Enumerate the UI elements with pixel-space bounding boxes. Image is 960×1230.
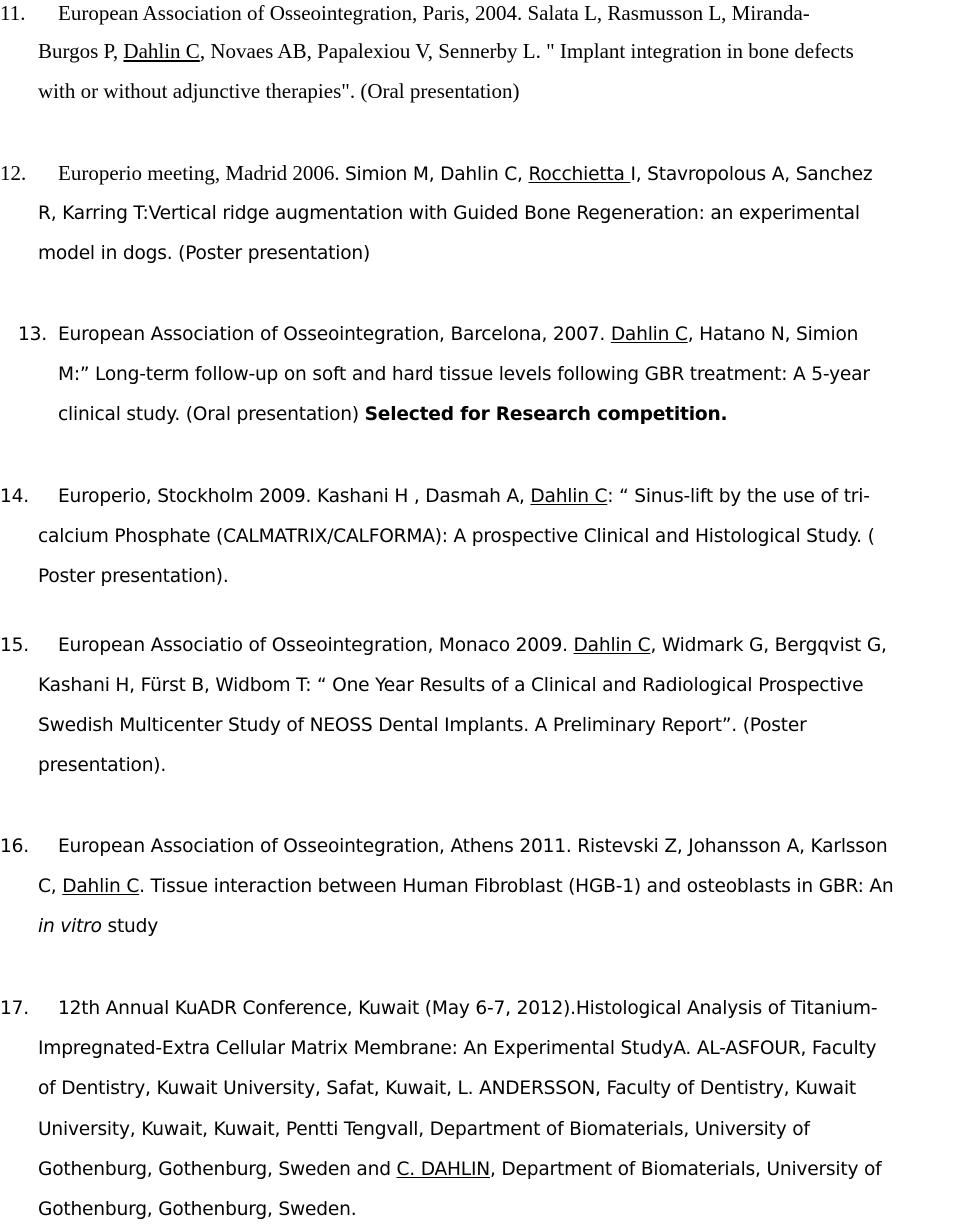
entry-number: 15. bbox=[0, 635, 29, 656]
entry-number: 14. bbox=[0, 486, 29, 507]
entry-line bbox=[58, 996, 877, 1022]
entry-line bbox=[38, 524, 875, 550]
entry-line bbox=[38, 1117, 810, 1143]
text-run: European Association of Osseointegration, Paris, 2004. Salata L, Rasmusson L, Miranda- bbox=[58, 1, 810, 25]
text-run: Europerio meeting, Madrid 2006. bbox=[58, 161, 345, 185]
entry-line bbox=[58, 0, 810, 26]
text-run: Simion M, Dahlin C, bbox=[344, 164, 529, 185]
entry-line bbox=[38, 241, 370, 267]
text-run: European Association of Osseointegration, Athens 2011. Ristevski Z, Johansson A, Karlsson bbox=[58, 836, 888, 857]
entry-number: 11. bbox=[0, 1, 26, 25]
entry-number: 16. bbox=[0, 836, 29, 857]
text-run: Impregnated-Extra Cellular Matrix Membrane: An Experimental StudyA. AL-ASFOUR, Faculty bbox=[38, 1038, 877, 1059]
text-run: : “ Sinus-lift by the use of tri- bbox=[607, 486, 870, 507]
entry-line bbox=[58, 834, 888, 860]
author-highlight: C. DAHLIN bbox=[396, 1159, 490, 1180]
entry-line bbox=[38, 1036, 876, 1062]
text-run: C, bbox=[38, 876, 63, 897]
entry-line bbox=[38, 673, 863, 699]
author-highlight: Dahlin C bbox=[610, 324, 688, 345]
entry-line bbox=[38, 78, 520, 104]
entry-line bbox=[38, 38, 854, 64]
text-run: , Novaes AB, Papalexiou V, Sennerby L. " Implant integration in bone defects bbox=[199, 39, 854, 63]
text-run: , Department of Biomaterials, University of bbox=[489, 1159, 882, 1180]
entry-line bbox=[58, 362, 870, 388]
text-run: Gothenburg, Gothenburg, Sweden and bbox=[38, 1159, 397, 1180]
text-run: study bbox=[101, 916, 159, 937]
entry-line bbox=[58, 633, 887, 659]
text-run: presentation). bbox=[38, 755, 167, 776]
text-run: . Tissue interaction between Human Fibroblast (HGB-1) and osteoblasts in GBR: An bbox=[139, 876, 894, 897]
author-highlight: Rocchietta bbox=[528, 164, 631, 185]
text-run: model in dogs. (Poster presentation) bbox=[38, 243, 371, 264]
text-run: Burgos P, bbox=[38, 39, 124, 63]
entry-line bbox=[38, 713, 807, 739]
entry-line bbox=[58, 402, 727, 428]
highlight-text: Selected for Research competition. bbox=[364, 404, 728, 425]
text-run: I, Stavropolous A, Sanchez bbox=[630, 164, 873, 185]
text-run: clinical study. (Oral presentation) bbox=[58, 404, 365, 425]
text-run: Swedish Multicenter Study of NEOSS Dental Implants. A Preliminary Report”. (Poster bbox=[38, 715, 807, 736]
text-run: Europerio, Stockholm 2009. Kashani H , Dasmah A, bbox=[58, 486, 531, 507]
text-run: R, Karring T:Vertical ridge augmentation with Guided Bone Regeneration: an experimental bbox=[38, 203, 860, 224]
entry-line bbox=[58, 484, 870, 510]
author-highlight: Dahlin C bbox=[530, 486, 608, 507]
entry-line bbox=[38, 1197, 356, 1223]
entry-line bbox=[38, 914, 158, 940]
author-highlight: Dahlin C bbox=[62, 876, 140, 897]
italic-text: in vitro bbox=[38, 916, 102, 937]
text-run: , Hatano N, Simion bbox=[687, 324, 859, 345]
text-run: European Association of Osseointegration, Barcelona, 2007. bbox=[58, 324, 611, 345]
entry-line bbox=[38, 201, 860, 227]
entry-line bbox=[38, 564, 229, 590]
text-run: Poster presentation). bbox=[38, 566, 229, 587]
entry-line bbox=[38, 1157, 882, 1183]
author-highlight: Dahlin C bbox=[573, 635, 651, 656]
text-run: M:” Long-term follow-up on soft and hard tissue levels following GBR treatment: A 5-year bbox=[58, 364, 870, 385]
text-run: Kashani H, Fürst B, Widbom T: “ One Year Results of a Clinical and Radiological Prospective bbox=[38, 675, 864, 696]
text-run: , Widmark G, Bergqvist G, bbox=[650, 635, 887, 656]
entry-line bbox=[38, 753, 166, 779]
text-run: of Dentistry, Kuwait University, Safat, Kuwait, L. ANDERSSON, Faculty of Dentistry, Kuwait bbox=[38, 1078, 857, 1099]
text-run: with or without adjunctive therapies". (Oral presentation) bbox=[38, 79, 520, 103]
text-run: calcium Phosphate (CALMATRIX/CALFORMA): A prospective Clinical and Histological Study. ( bbox=[38, 526, 875, 547]
text-run: Gothenburg, Gothenburg, Sweden. bbox=[38, 1199, 357, 1220]
entry-line bbox=[38, 874, 894, 900]
text-run: 12th Annual KuADR Conference, Kuwait (May 6-7, 2012).Histological Analysis of Titanium- bbox=[58, 998, 878, 1019]
entry-number: 12. bbox=[0, 161, 27, 185]
text-run: European Associatio of Osseointegration, Monaco 2009. bbox=[58, 635, 574, 656]
author-highlight: Dahlin C bbox=[123, 39, 200, 63]
entry-line bbox=[58, 160, 872, 188]
entry-line bbox=[38, 1076, 856, 1102]
entry-number: 13. bbox=[18, 324, 47, 345]
text-run: University, Kuwait, Kuwait, Pentti Tengvall, Department of Biomaterials, University of bbox=[38, 1119, 810, 1140]
entry-number: 17. bbox=[0, 998, 29, 1019]
entry-line bbox=[58, 322, 858, 348]
